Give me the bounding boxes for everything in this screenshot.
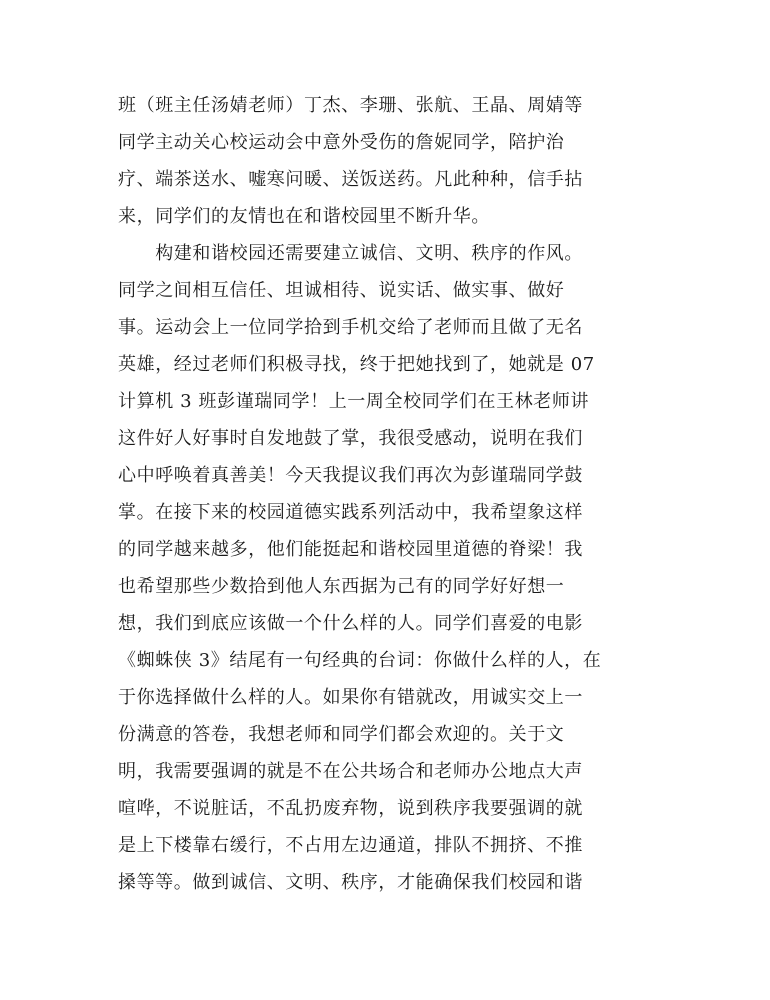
text-line-22: 搡等等。做到诚信、文明、秩序，才能确保我们校园和谐: [118, 872, 583, 893]
text-line-2: 同学主动关心校运动会中意外受伤的詹妮同学，陪护治: [118, 132, 565, 153]
text-line-5: 构建和谐校园还需要建立诚信、文明、秩序的作风。: [118, 243, 583, 264]
text-line-9: 计算机 3 班彭谨瑞同学！上一周全校同学们在王林老师讲: [118, 391, 590, 412]
text-line-14: 也希望那些少数拾到他人东西据为己有的同学好好想一: [118, 576, 565, 597]
text-line-12: 掌。在接下来的校园道德实践系列活动中，我希望象这样: [118, 502, 583, 523]
text-line-16: 《蜘蛛侠 3》结尾有一句经典的台词：你做什么样的人，在: [118, 650, 602, 671]
text-line-8: 英雄，经过老师们积极寻找，终于把她找到了，她就是 07: [118, 354, 595, 375]
text-line-20: 喧哗，不说脏话，不乱扔废弃物，说到秩序我要强调的就: [118, 798, 583, 819]
text-line-11: 心中呼唤着真善美！今天我提议我们再次为彭谨瑞同学鼓: [118, 465, 583, 486]
text-line-18: 份满意的答卷，我想老师和同学们都会欢迎的。关于文: [118, 724, 565, 745]
text-line-7: 事。运动会上一位同学拾到手机交给了老师而且做了无名: [118, 317, 583, 338]
text-line-21: 是上下楼靠右缓行，不占用左边通道，排队不拥挤、不推: [118, 835, 583, 856]
body-text: [118, 87, 638, 901]
text-line-15: 想，我们到底应该做一个什么样的人。同学们喜爱的电影: [118, 613, 583, 634]
text-line-4: 来，同学们的友情也在和谐校园里不断升华。: [118, 206, 490, 227]
text-line-10: 这件好人好事时自发地鼓了掌，我很受感动，说明在我们: [118, 428, 583, 449]
text-line-6: 同学之间相互信任、坦诚相待、说实话、做实事、做好: [118, 280, 565, 301]
text-line-13: 的同学越来越多，他们能挺起和谐校园里道德的脊梁！我: [118, 539, 583, 560]
text-line-17: 于你选择做什么样的人。如果你有错就改，用诚实交上一: [118, 687, 583, 708]
text-line-19: 明，我需要强调的就是不在公共场合和老师办公地点大声: [118, 761, 583, 782]
text-line-1: 班（班主任汤婧老师）丁杰、李珊、张航、王晶、周婧等: [118, 95, 583, 116]
text-line-3: 疗、端茶送水、嘘寒问暖、送饭送药。凡此种种，信手拈: [118, 169, 583, 190]
